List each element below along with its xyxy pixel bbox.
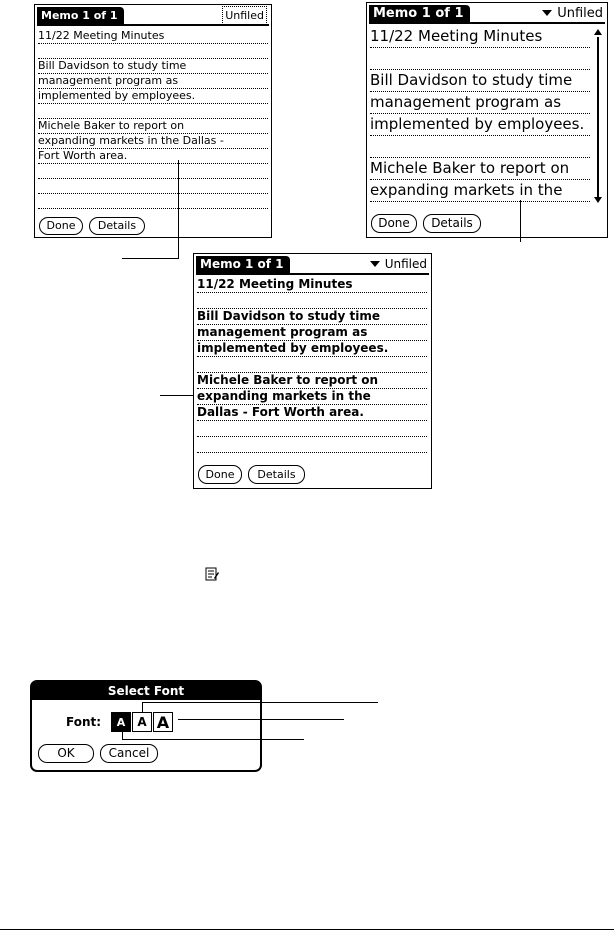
memo-line <box>38 164 268 179</box>
scroll-track[interactable] <box>597 37 599 197</box>
memo-line: expanding markets in the Dallas - <box>38 134 268 149</box>
scroll-up-arrow-icon[interactable] <box>594 29 602 35</box>
dropdown-triangle-icon <box>542 10 552 16</box>
font-option-bold[interactable]: A <box>132 712 152 732</box>
callout-line-small <box>178 160 179 258</box>
done-button[interactable]: Done <box>198 465 242 484</box>
memo-line: Michele Baker to report on <box>197 373 427 389</box>
callout-line-large-font <box>178 719 344 720</box>
memo-line <box>197 437 427 453</box>
memo-line: implemented by employees. <box>370 114 590 136</box>
dropdown-triangle-icon <box>370 261 380 267</box>
font-label: Font: <box>66 715 102 729</box>
memo-screen-bold-font <box>193 253 432 489</box>
category-picker[interactable] <box>542 5 603 22</box>
memo-line <box>370 136 590 158</box>
memo-line: implemented by employees. <box>197 341 427 357</box>
details-button[interactable]: Details <box>89 217 145 235</box>
memo-line: 11/22 Meeting Minutes <box>38 29 268 44</box>
memo-line: management program as <box>197 325 427 341</box>
memo-line: management program as <box>38 74 268 89</box>
memo-line: Bill Davidson to study time <box>197 309 427 325</box>
callout-line-small <box>122 258 179 259</box>
memo-menu-icon <box>204 566 220 582</box>
title-underline <box>369 22 605 24</box>
memo-title: Memo 1 of 1 <box>196 256 290 273</box>
memo-line <box>197 357 427 373</box>
callout-line-bold-font <box>142 702 378 703</box>
scroll-down-arrow-icon[interactable] <box>594 197 602 203</box>
memo-line <box>370 48 590 70</box>
details-button[interactable]: Details <box>248 465 305 484</box>
memo-line <box>197 293 427 309</box>
callout-line-small-font <box>122 729 123 739</box>
cancel-button[interactable]: Cancel <box>100 744 158 763</box>
memo-line: Michele Baker to report on <box>370 158 590 180</box>
category-label: Unfiled <box>384 257 427 271</box>
done-button[interactable]: Done <box>39 217 83 235</box>
memo-line: expanding markets in the <box>370 180 590 202</box>
callout-line-large <box>520 200 521 242</box>
memo-line: Bill Davidson to study time <box>370 70 590 92</box>
memo-line: Dallas - Fort Worth area. <box>197 405 427 421</box>
memo-line: implemented by employees. <box>38 89 268 104</box>
memo-line <box>38 104 268 119</box>
scrollbar[interactable] <box>593 29 603 205</box>
select-font-dialog <box>30 680 262 772</box>
memo-screen-large-font <box>366 2 608 238</box>
callout-line-bold-font <box>142 702 143 712</box>
memo-title: Memo 1 of 1 <box>369 5 470 22</box>
callout-line-small-font <box>122 739 304 740</box>
memo-line: expanding markets in the <box>197 389 427 405</box>
category-picker[interactable]: Unfiled <box>222 6 267 25</box>
memo-line: 11/22 Meeting Minutes <box>197 277 427 293</box>
memo-line <box>38 179 268 194</box>
title-underline <box>196 273 429 275</box>
memo-line: Bill Davidson to study time <box>38 59 268 74</box>
memo-line: management program as <box>370 92 590 114</box>
category-label: Unfiled <box>557 6 603 21</box>
memo-line: Fort Worth area. <box>38 149 268 164</box>
memo-line: 11/22 Meeting Minutes <box>370 26 590 48</box>
memo-title: Memo 1 of 1 <box>37 7 124 24</box>
details-button[interactable]: Details <box>423 214 481 233</box>
callout-line-bold <box>160 395 193 396</box>
category-picker[interactable] <box>370 256 427 273</box>
ok-button[interactable]: OK <box>38 744 94 763</box>
font-option-small[interactable]: A <box>111 712 131 732</box>
memo-line <box>197 421 427 437</box>
memo-screen-small-font <box>34 4 272 238</box>
memo-line <box>38 194 268 209</box>
done-button[interactable]: Done <box>371 214 417 233</box>
memo-line <box>38 44 268 59</box>
memo-line: Michele Baker to report on <box>38 119 268 134</box>
font-option-large[interactable]: A <box>153 712 173 732</box>
page-bottom-rule <box>0 929 614 930</box>
dialog-title: Select Font <box>32 682 260 700</box>
